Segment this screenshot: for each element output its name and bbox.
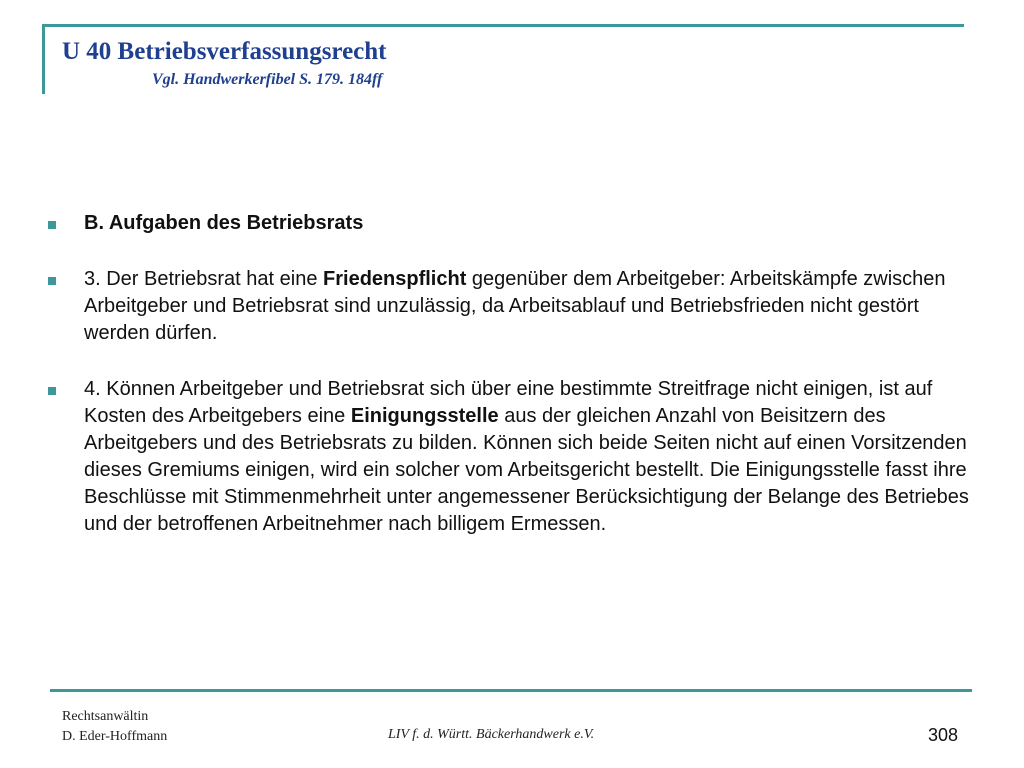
- footer-author: [62, 707, 167, 747]
- section-heading: B. Aufgaben des Betriebsrats: [84, 212, 364, 234]
- footer-rule: [50, 689, 972, 692]
- bullet-text: aus der gleichen Anzahl von Beisitzern des Arbeitgebers und des Betriebsrats zu bilden. Können sich beide Seiten nicht auf einen Vorsitzenden dieses Gremiums einigen, wird ein solcher vom Arbeitsgericht bestellt. Die Einigungsstelle fasst ihre Beschlüsse mit Stimmenmehrheit unter angemessener Berücksichtigung der Belange des Betriebes und der betroffenen Arbeitnehmer nach billigem Ermessen.: [84, 405, 969, 535]
- bullet-emphasis: Einigungsstelle: [350, 405, 499, 427]
- footer-author-name: D. Eder-Hoffmann: [62, 729, 168, 744]
- bullet-text: 3. Der Betriebsrat hat eine: [84, 268, 324, 290]
- bullet-item-einigungsstelle: [46, 376, 976, 538]
- bullet-text: gegenüber dem Arbeitgeber: Arbeitskämpfe zwischen Arbeitgeber und Betriebsrat sind unzulässig, da Arbeitsablauf und Betriebsfrieden nicht gestört werden dürfen.: [84, 268, 946, 344]
- page-number: 308: [928, 725, 959, 745]
- square-bullet-icon: [48, 277, 56, 285]
- bullet-item-friedenspflicht: [46, 266, 976, 347]
- header-left-rule: [42, 24, 45, 94]
- header-top-rule: [42, 24, 964, 27]
- bullet-text: 4. Können Arbeitgeber und Betriebsrat sich über eine bestimmte Streitfrage nicht einigen, ist auf Kosten des Arbeitgebers eine: [84, 378, 933, 427]
- footer-author-title: Rechtsanwältin: [62, 709, 149, 724]
- square-bullet-icon: [48, 221, 56, 229]
- footer-organization: LIV f. d. Württ. Bäckerhandwerk e.V.: [388, 727, 595, 742]
- square-bullet-icon: [48, 387, 56, 395]
- bullet-item-heading: [46, 210, 976, 237]
- slide-subtitle: Vgl. Handwerkerfibel S. 179. 184ff: [152, 71, 383, 88]
- bullet-list: [46, 210, 976, 538]
- slide-title: U 40 Betriebsverfassungsrecht: [62, 38, 387, 65]
- bullet-emphasis: Friedenspflicht: [323, 268, 467, 290]
